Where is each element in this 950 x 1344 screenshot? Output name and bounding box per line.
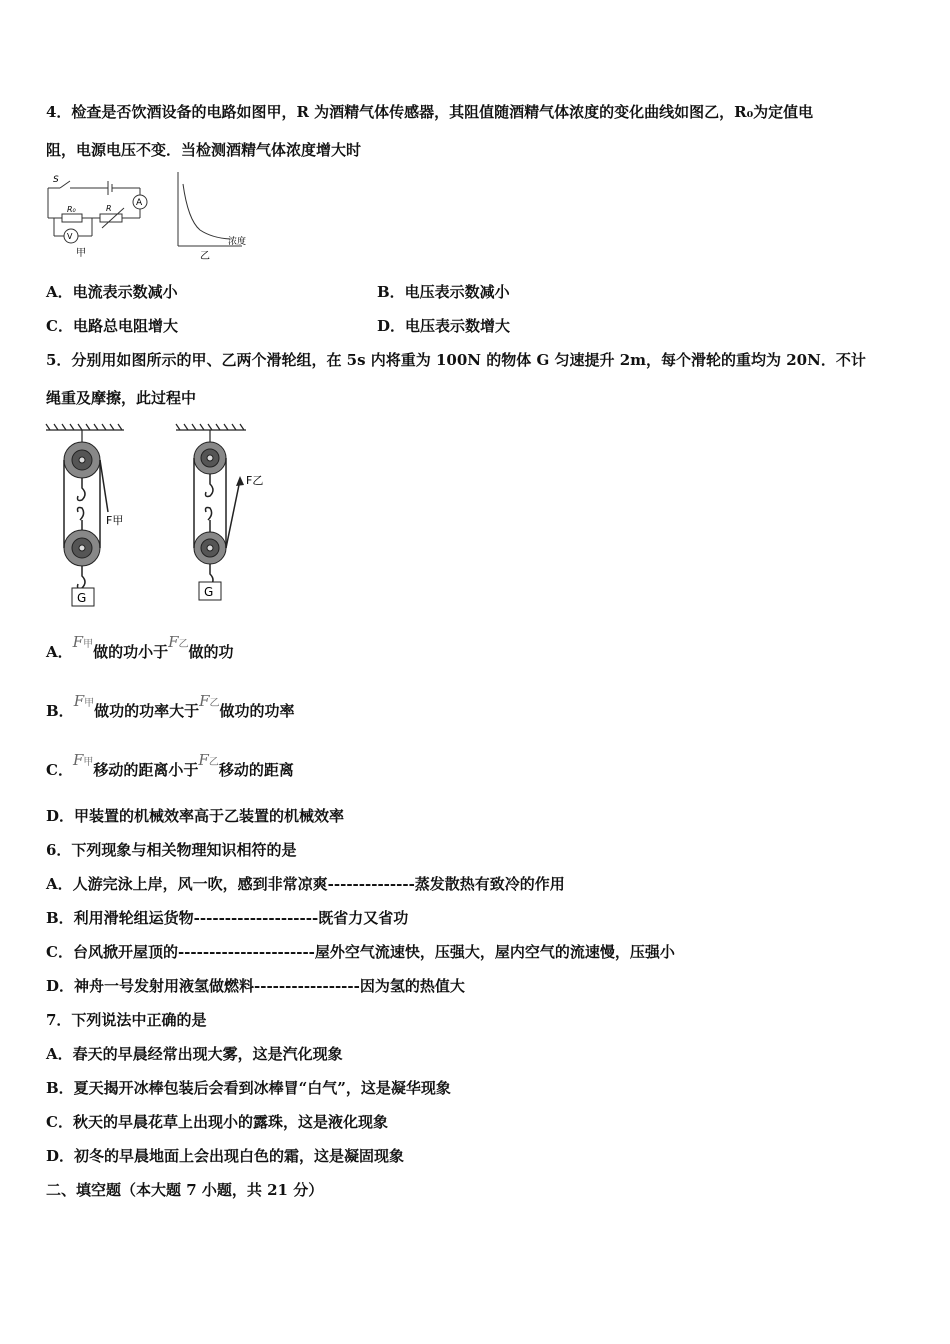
symbol-f-yi: F乙 <box>168 633 189 651</box>
q5-stem-line2: 绳重及摩擦，此过程中 <box>46 389 197 407</box>
q4-option-c: C．电路总电阻增大 <box>46 317 178 335</box>
r-label: R <box>106 204 112 213</box>
q7-stem: 7．下列说法中正确的是 <box>46 1011 207 1029</box>
q5-option-d: D．甲装置的机械效率高于乙装置的机械效率 <box>46 807 345 825</box>
force-label-fjia: F甲 <box>106 514 124 527</box>
symbol-f-yi: F乙 <box>199 692 220 710</box>
q5-option-c: C．F甲移动的距离小于F乙移动的距离 <box>46 751 294 779</box>
symbol-f-jia: F甲 <box>72 633 94 651</box>
pulley-system-jia <box>40 420 135 610</box>
q4-stem-line1: 4．检查是否饮酒设备的电路如图甲，R 为酒精气体传感器，其阻值随酒精气体浓度的变化曲线如图乙，R₀为定值电 <box>46 103 814 121</box>
pulley-system-yi <box>170 420 270 610</box>
symbol-f-jia: F甲 <box>72 751 94 769</box>
q7-option-b: B．夏天揭开冰棒包装后会看到冰棒冒“白气”，这是凝华现象 <box>46 1079 451 1097</box>
resistance-curve-yi <box>170 170 260 262</box>
q6-stem: 6．下列现象与相关物理知识相符的是 <box>46 841 297 859</box>
r0-label: R₀ <box>67 205 76 214</box>
q6-option-b: B．利用滑轮组运货物--------------------既省力又省功 <box>46 909 409 927</box>
weight-g-label-jia: G <box>77 591 87 605</box>
force-label-fyi: F乙 <box>246 474 264 487</box>
switch-label: S <box>53 175 59 185</box>
q4-option-a: A．电流表示数减小 <box>46 283 178 301</box>
fig-jia-caption: 甲 <box>76 248 86 259</box>
q7-option-a: A．春天的早晨经常出现大雾，这是汽化现象 <box>46 1045 343 1063</box>
q6-option-d: D．神舟一号发射用液氢做燃料-----------------因为氢的热值大 <box>46 977 465 995</box>
q5-option-a: A．F甲做的功小于F乙做的功 <box>46 633 234 661</box>
q5-stem-line1: 5．分别用如图所示的甲、乙两个滑轮组，在 5s 内将重为 100N 的物体 G 匀速提升 2m，每个滑轮的重均为 20N．不计 <box>46 351 866 369</box>
q4-stem-line2: 阻，电源电压不变．当检测酒精气体浓度增大时 <box>46 141 362 159</box>
circuit-diagram-jia <box>40 170 160 260</box>
axis-label-nongdu: 浓度 <box>228 237 247 247</box>
q4-option-b: B．电压表示数减小 <box>377 283 510 301</box>
ammeter-label: A <box>136 198 143 208</box>
q7-option-d: D．初冬的早晨地面上会出现白色的霜，这是凝固现象 <box>46 1147 405 1165</box>
symbol-f-yi: F乙 <box>198 751 219 769</box>
section-2-heading: 二、填空题（本大题 7 小题，共 21 分） <box>46 1181 324 1199</box>
q4-option-d: D．电压表示数增大 <box>377 317 511 335</box>
voltmeter-label: V <box>67 232 73 241</box>
q6-option-c: C．台风掀开屋顶的----------------------屋外空气流速快，压强大，屋内空气的流速慢，压强小 <box>46 943 675 961</box>
q5-option-b: B．F甲做功的功率大于F乙做功的功率 <box>46 692 295 720</box>
weight-g-label-yi: G <box>204 585 214 599</box>
fig-yi-caption: 乙 <box>200 251 210 262</box>
q7-option-c: C．秋天的早晨花草上出现小的露珠，这是液化现象 <box>46 1113 388 1131</box>
symbol-f-jia: F甲 <box>73 692 95 710</box>
q6-option-a: A．人游完泳上岸，风一吹，感到非常凉爽--------------蒸发散热有致冷的作用 <box>46 875 565 893</box>
